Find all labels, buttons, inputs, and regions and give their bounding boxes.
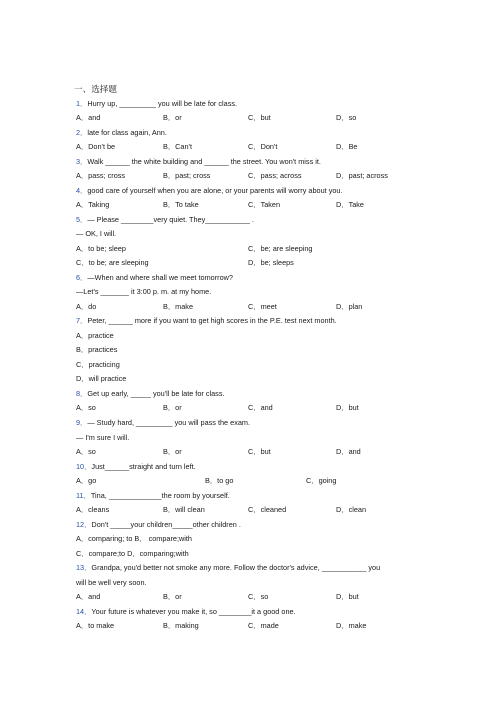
question-line <box>76 607 296 617</box>
answer-option: B．to go <box>205 476 234 485</box>
question-text: late for class again, Ann. <box>87 127 167 137</box>
answer-option: A．so <box>76 403 96 413</box>
question-text: Hurry up, _________ you will be late for class. <box>87 98 238 108</box>
answer-option: A．and <box>76 113 101 122</box>
answer-option: D．make <box>336 621 367 631</box>
question-text: Just______straight and turn left. <box>91 461 196 471</box>
answer-option: B．To take <box>163 200 199 210</box>
answer-option: C．going <box>306 476 337 485</box>
answer-option: D．clean <box>336 505 367 515</box>
answer-option: C．meet <box>248 301 277 311</box>
question-text: Tina, _____________the room by yourself. <box>90 490 230 500</box>
answer-option: D．so <box>336 113 357 122</box>
question-number: 2． <box>76 127 88 137</box>
answer-option: A．do <box>76 301 97 311</box>
question-line <box>76 520 241 530</box>
answer-option: A．to be; sleep <box>76 243 126 253</box>
question-number: 4． <box>76 185 88 195</box>
question-number: 11． <box>76 490 91 500</box>
answer-option: C．but <box>248 113 271 122</box>
answer-option: B．or <box>163 592 182 602</box>
answer-option: C．pass; across <box>248 171 302 181</box>
question-line <box>76 491 230 501</box>
question-number: 1． <box>76 98 88 108</box>
answer-option: A．go <box>76 476 97 485</box>
question-text: D．will practice <box>76 374 127 384</box>
answer-option: D．but <box>336 403 359 413</box>
answer-option: D．Be <box>336 142 358 152</box>
question-number: 5． <box>76 214 88 224</box>
question-text: Don't _____your children_____other children . <box>91 519 241 529</box>
question-line <box>76 462 196 472</box>
question-text: —When and where shall we meet tomorrow? <box>87 272 233 282</box>
text-line <box>76 549 189 559</box>
answer-option: A．pass; cross <box>76 171 126 181</box>
text-line <box>76 331 114 341</box>
answer-option: C．be; are sleeping <box>248 243 313 253</box>
question-text: — I'm sure I will. <box>76 432 130 442</box>
answer-option: C．Don't <box>248 142 278 152</box>
text-line <box>76 534 192 544</box>
question-text: A．comparing; to B． compare;with <box>76 534 192 544</box>
question-text: A．practice <box>76 330 114 340</box>
question-text: Peter, ______ more if you want to get high scores in the P.E. test next month. <box>87 316 337 326</box>
answer-option: B．or <box>163 113 182 122</box>
question-number: 13． <box>76 563 92 573</box>
question-number: 7． <box>76 316 88 326</box>
answer-option: A．to make <box>76 621 115 631</box>
question-line <box>76 157 321 167</box>
question-number: 10． <box>76 461 92 471</box>
question-text: — Study hard, _________ you will pass the exam. <box>87 417 251 427</box>
answer-option: D．be; sleeps <box>248 258 294 268</box>
answer-option: B．making <box>163 621 199 631</box>
answer-option: B．past; cross <box>163 171 211 181</box>
question-text: Get up early, _____ you'll be late for class. <box>87 388 225 398</box>
question-number: 9． <box>76 417 88 427</box>
text-line <box>76 229 116 239</box>
answer-option: C．but <box>248 447 271 456</box>
question-line <box>76 316 337 326</box>
answer-option: C．Taken <box>248 200 281 210</box>
answer-option: B．Can't <box>163 142 192 152</box>
answer-option: A．cleans <box>76 505 110 515</box>
section-title: 一、选择题 <box>74 84 117 94</box>
question-text: C．practicing <box>76 359 120 369</box>
text-line <box>76 374 126 384</box>
answer-option: A．so <box>76 447 96 456</box>
question-text: will be well very soon. <box>76 577 147 587</box>
question-number: 14． <box>76 606 92 616</box>
answer-option: D．and <box>336 447 361 456</box>
question-line <box>76 563 380 573</box>
answer-option: B．make <box>163 301 194 311</box>
question-text: good care of yourself when you are alone, or your parents will worry about you. <box>87 185 343 195</box>
answer-option: C．so <box>248 592 269 602</box>
question-text: —Let's _______ it 3:00 p. m. at my home. <box>76 287 212 297</box>
text-line <box>76 345 117 355</box>
question-text: — Please ________very quiet. They___________ . <box>87 214 254 224</box>
question-line <box>76 389 225 399</box>
answer-option: C．to be; are sleeping <box>76 258 149 268</box>
question-number: 3． <box>76 156 88 166</box>
question-text: — OK, I will. <box>76 229 117 239</box>
text-line <box>76 360 120 370</box>
question-text: B．practices <box>76 345 118 355</box>
question-number: 12． <box>76 519 92 529</box>
answer-option: D．past; across <box>336 171 388 181</box>
question-number: 8． <box>76 388 88 398</box>
text-line <box>76 578 147 588</box>
question-line <box>76 99 237 109</box>
question-text: Walk ______ the white building and ______ the street. You won't miss it. <box>87 156 321 166</box>
answer-option: B．or <box>163 447 182 456</box>
question-line <box>76 186 342 196</box>
answer-option: D．plan <box>336 301 363 311</box>
answer-option: D．Take <box>336 200 364 210</box>
answer-option: A．Taking <box>76 200 110 210</box>
answer-option: A．Don't be <box>76 142 116 152</box>
text-line <box>76 433 129 443</box>
question-line <box>76 215 254 225</box>
question-text: Grandpa, you'd better not smoke any more. Follow the doctor's advice, ___________ you <box>91 563 381 573</box>
answer-option: C．and <box>248 403 273 413</box>
question-line <box>76 273 233 283</box>
question-line <box>76 128 167 138</box>
answer-option: A．and <box>76 592 101 602</box>
answer-option: C．made <box>248 621 279 631</box>
answer-option: B．or <box>163 403 182 413</box>
question-text: C．compare;to D．comparing;with <box>76 548 189 558</box>
answer-option: C．cleaned <box>248 505 287 515</box>
text-line <box>76 287 211 297</box>
question-text: Your future is whatever you make it, so ________it a good one. <box>91 606 296 616</box>
question-number: 6． <box>76 272 88 282</box>
answer-option: D．but <box>336 592 359 602</box>
question-line <box>76 418 250 428</box>
answer-option: B．will clean <box>163 505 205 515</box>
